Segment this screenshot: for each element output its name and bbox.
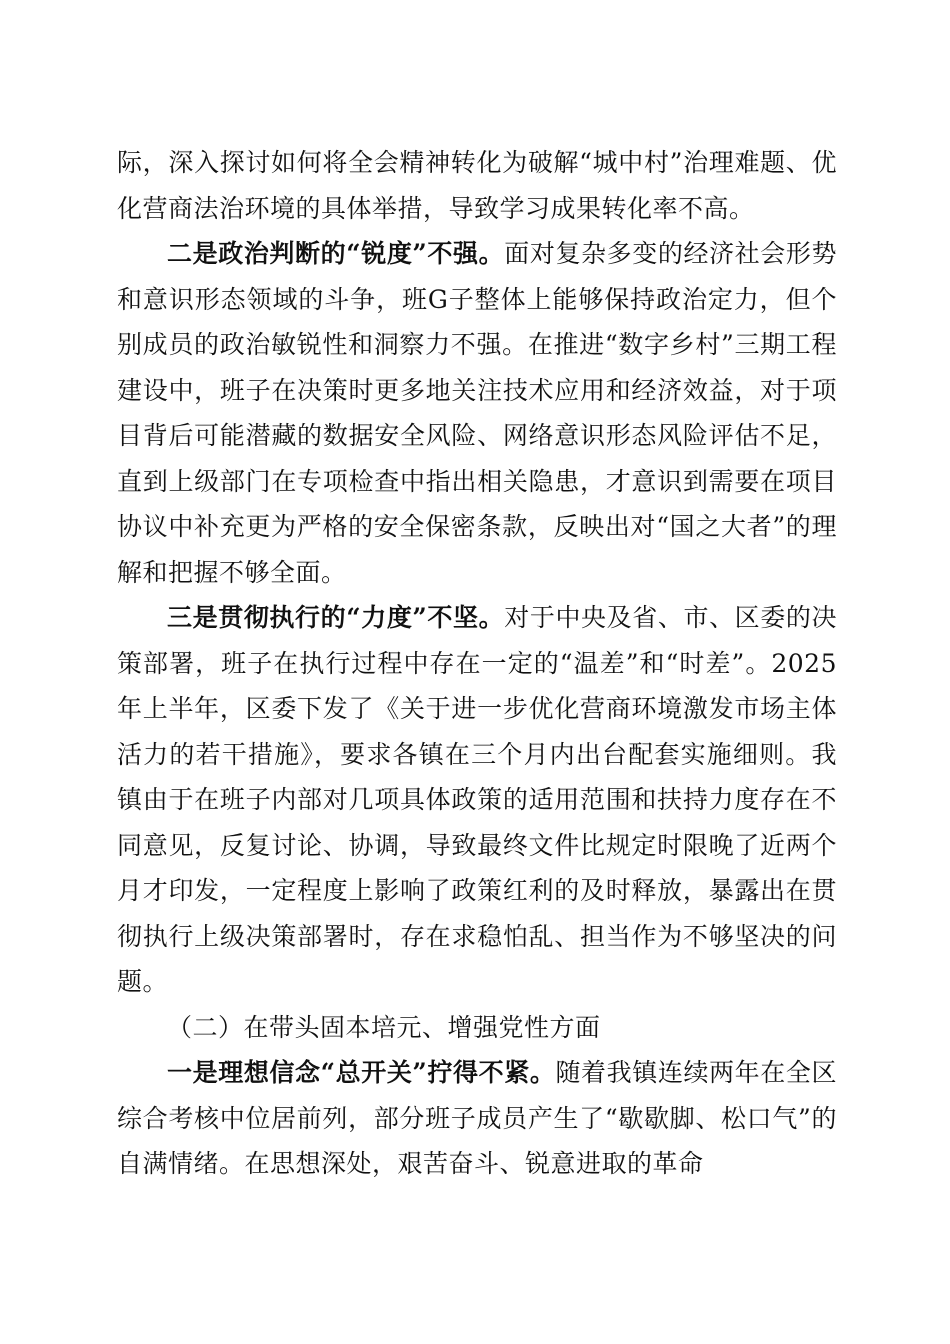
paragraph-continued: [117, 140, 837, 231]
paragraph-text: 随着我镇连续两年在全区综合考核中位居前列，部分班子成员产生了“歇歇脚、松口气”的自满情绪。在思想深处，艰苦奋斗、锐意进取的革命: [117, 1058, 837, 1178]
paragraph-lead: 一是理想信念“总开关”拧得不紧。: [167, 1058, 556, 1087]
paragraph-lead: 二是政治判断的“锐度”不强。: [167, 239, 505, 268]
paragraph-ideals: [117, 1050, 837, 1187]
paragraph-political-sharpness: [117, 231, 837, 595]
document-body: [117, 140, 837, 1187]
section-heading-text: （二）在带头固本培元、增强党性方面: [167, 1012, 601, 1042]
paragraph-text: 际，深入探讨如何将全会精神转化为破解“城中村”治理难题、优化营商法治环境的具体举措，导致学习成果转化率不高。: [117, 148, 837, 223]
paragraph-text: 面对复杂多变的经济社会形势和意识形态领域的斗争，班G子整体上能够保持政治定力，但个别成员的政治敏锐性和洞察力不强。在推进“数字乡村”三期工程建设中，班子在决策时更多地关注技术应用和经济效益，对于项目背后可能潜藏的数据安全风险、网络意识形态风险评估不足，直到上级部门在专项检查中指出相关隐患，才意识到需要在项目协议中补充更为严格的安全保密条款，反映出对“国之大者”的理解和把握不够全面。: [117, 239, 837, 587]
paragraph-text: 对于中央及省、市、区委的决策部署，班子在执行过程中存在一定的“温差”和“时差”。2025年上半年，区委下发了《关于进一步优化营商环境激发市场主体活力的若干措施》，要求各镇在三个月内出台配套实施细则。我镇由于在班子内部对几项具体政策的适用范围和扶持力度存在不同意见，反复讨论、协调，导致最终文件比规定时限晚了近两个月才印发，一定程度上影响了政策红利的及时释放，暴露出在贯彻执行上级决策部署时，存在求稳怕乱、担当作为不够坚决的问题。: [117, 603, 837, 996]
paragraph-execution-strength: [117, 595, 837, 1005]
paragraph-lead: 三是贯彻执行的“力度”不坚。: [167, 603, 505, 632]
section-heading: [117, 1005, 837, 1051]
